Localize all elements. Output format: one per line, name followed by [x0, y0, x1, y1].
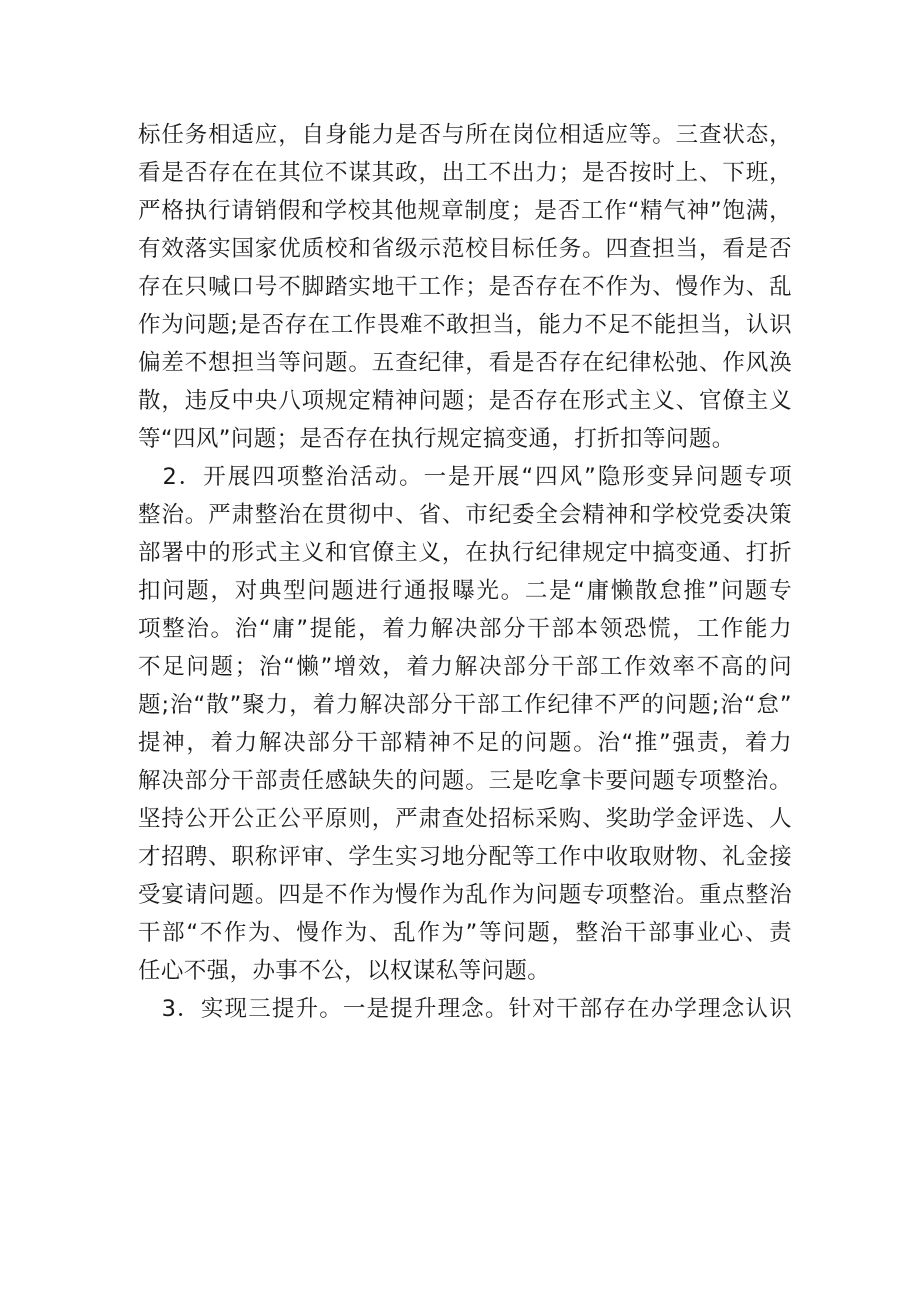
text-line: 不足问题；治“懒”增效，着力解决部分干部工作效率不高的问 — [138, 654, 792, 680]
document-body — [138, 116, 792, 1028]
section-3-heading-line: 3．实现三提升。一是提升理念。针对干部存在办学理念认识 — [138, 996, 792, 1022]
text-line: 严格执行请销假和学校其他规章制度；是否工作“精气神”饱满， — [138, 198, 792, 224]
text-line: 提神，着力解决部分干部精神不足的问题。治“推”强责，着力 — [138, 730, 792, 756]
text-line: 看是否存在在其位不谋其政，出工不出力；是否按时上、下班， — [138, 160, 792, 186]
text-line: 标任务相适应，自身能力是否与所在岗位相适应等。三查状态， — [138, 122, 792, 148]
text-line: 有效落实国家优质校和省级示范校目标任务。四查担当，看是否 — [138, 236, 792, 262]
text-line: 扣问题，对典型问题进行通报曝光。二是“庸懒散怠推”问题专 — [138, 578, 792, 604]
text-line: 受宴请问题。四是不作为慢作为乱作为问题专项整治。重点整治 — [138, 882, 792, 908]
text-line: 题;治“散”聚力，着力解决部分干部工作纪律不严的问题;治“怠” — [138, 692, 792, 718]
section-2-heading-line: 2．开展四项整治活动。一是开展“四风”隐形变异问题专项 — [138, 464, 792, 490]
text-line: 干部“不作为、慢作为、乱作为”等问题，整治干部事业心、责 — [138, 920, 792, 946]
text-line: 存在只喊口号不脚踏实地干工作；是否存在不作为、慢作为、乱 — [138, 274, 792, 300]
text-line: 部署中的形式主义和官僚主义，在执行纪律规定中搞变通、打折 — [138, 540, 792, 566]
text-line: 解决部分干部责任感缺失的问题。三是吃拿卡要问题专项整治。 — [138, 768, 792, 794]
text-line: 作为问题;是否存在工作畏难不敢担当，能力不足不能担当，认识 — [138, 312, 792, 338]
text-line: 坚持公开公正公平原则，严肃查处招标采购、奖助学金评选、人 — [138, 806, 792, 832]
text-line: 偏差不想担当等问题。五查纪律，看是否存在纪律松弛、作风涣 — [138, 350, 792, 376]
paragraph-end-line: 等“四风”问题；是否存在执行规定搞变通，打折扣等问题。 — [138, 426, 735, 452]
text-line: 项整治。治“庸”提能，着力解决部分干部本领恐慌，工作能力 — [138, 616, 792, 642]
text-line: 整治。严肃整治在贯彻中、省、市纪委全会精神和学校党委决策 — [138, 502, 792, 528]
text-line: 散，违反中央八项规定精神问题；是否存在形式主义、官僚主义 — [138, 388, 792, 414]
paragraph-end-line: 任心不强，办事不公，以权谋私等问题。 — [138, 958, 551, 984]
text-line: 才招聘、职称评审、学生实习地分配等工作中收取财物、礼金接 — [138, 844, 792, 870]
